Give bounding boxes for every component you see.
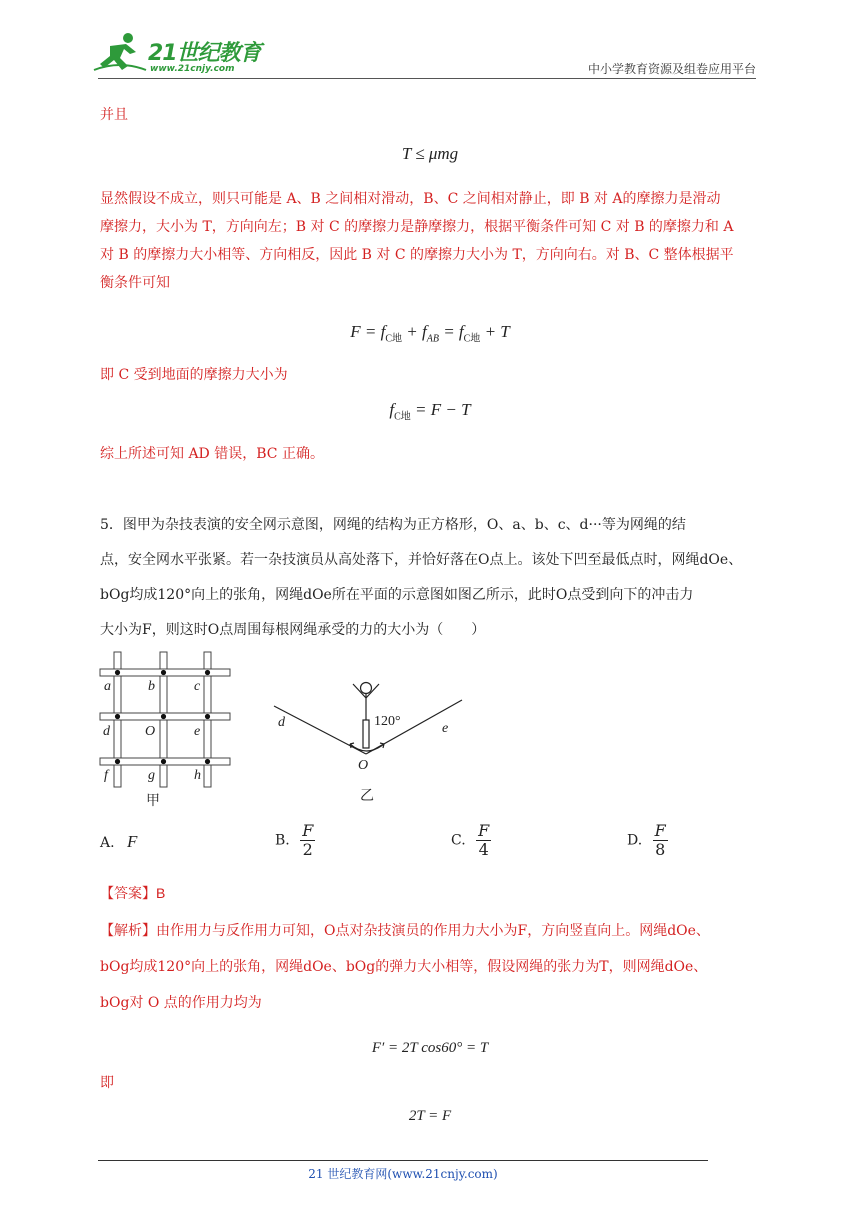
question-5-text [100,508,765,648]
node-label: c [194,679,201,694]
header-right-text: 中小学教育资源及组卷应用平台 [587,62,756,76]
header-divider [98,78,756,79]
node-label: g [148,768,155,783]
question-line: bOg均成120°向上的张角，网绳dOe所在平面的示意图如图乙所示，此时O点受到向下的冲击力 [100,587,694,603]
answer-line [100,879,765,908]
figure-jia-net [98,650,233,810]
node-label: b [148,679,155,694]
logo-main-text: 21世纪教育 [148,41,261,66]
analysis-block [100,913,765,1021]
solution-line: 显然假设不成立，则只可能是 A、B 之间相对滑动，B、C 之间相对静止，即 B 对 A的摩擦力是滑动 [100,191,721,207]
option-d[interactable]: D. $\frac{F}{8}$ [627,821,666,859]
node-label: a [104,679,111,694]
runner-logo-icon [92,30,148,76]
solution-paragraph [100,185,765,297]
option-b[interactable]: B. $\frac{F}{2}$ [275,821,314,859]
line-ji: 即 [100,1075,114,1091]
answer-tag: 【答案】 [100,886,156,902]
solution-line: 摩擦力，大小为 T，方向向左；B 对 C 的摩擦力是静摩擦力，根据平衡条件可知 C 对 B 的摩擦力和 A [100,219,734,235]
figure-caption: 甲 [146,793,160,809]
question-line: 大小为F，则这时O点周围每根网绳承受的力的大小为（ ） [100,622,486,638]
line-and: 并且 [100,107,128,123]
analysis-line: bOg对 O 点的作用力均为 [100,995,262,1011]
option-a[interactable]: A. F [100,832,138,851]
header-logo [92,30,292,80]
conclusion-line: 综上所述可知 AD 错误，BC 正确。 [100,446,324,462]
label-o: O [358,758,369,773]
node-label: O [145,724,156,739]
figure-caption: 乙 [360,788,374,804]
equation-1: T ≤ μmg [401,144,459,163]
angle-label: 120° [374,714,401,729]
analysis-tag: 【解析】 [100,923,156,939]
solution-line: 衡条件可知 [100,275,170,291]
node-label: h [194,768,201,783]
question-line: 5．图甲为杂技表演的安全网示意图，网绳的结构为正方格形，O、a、b、c、d···等为网绳的结 [100,517,686,533]
question-line: 点，安全网水平张紧。若一杂技演员从高处落下，并恰好落在O点上。该处下凹至最低点时，网绳dOe、 [100,552,743,568]
node-label: e [194,724,201,739]
footer-text: 21 世纪教育网(www.21cnjy.com) [308,1167,498,1181]
logo-url-text: www.21cnjy.com [150,64,235,74]
option-c[interactable]: C. $\frac{F}{4}$ [451,821,490,859]
node-label: d [103,724,110,739]
line-c-friction: 即 C 受到地面的摩擦力大小为 [100,367,288,383]
equation-2: $F = f_{C地} + f_{AB} = f_{C地} + T$ [350,322,510,345]
equation-4: F′ = 2T cos60° = T [371,1040,489,1056]
label-d: d [278,715,285,730]
equation-3: $f_{C地} = F - T$ [389,400,471,423]
equation-5: 2T = F [408,1108,452,1124]
figure-yi-section [270,678,490,808]
node-label: f [104,768,108,783]
footer-divider [98,1160,708,1161]
label-e: e [442,721,449,736]
solution-line: 对 B 的摩擦力大小相等、方向相反，因此 B 对 C 的摩擦力大小为 T，方向向右。对 B、C 整体根据平 [100,247,734,263]
analysis-line: bOg均成120°向上的张角，网绳dOe、bOg的弹力大小相等，假设网绳的张力为T，则网绳dOe、 [100,959,708,975]
answer-value: B [156,885,166,901]
analysis-line: 【解析】由作用力与反作用力可知，O点对杂技演员的作用力大小为F，方向竖直向上。网绳dOe、 [100,923,710,939]
